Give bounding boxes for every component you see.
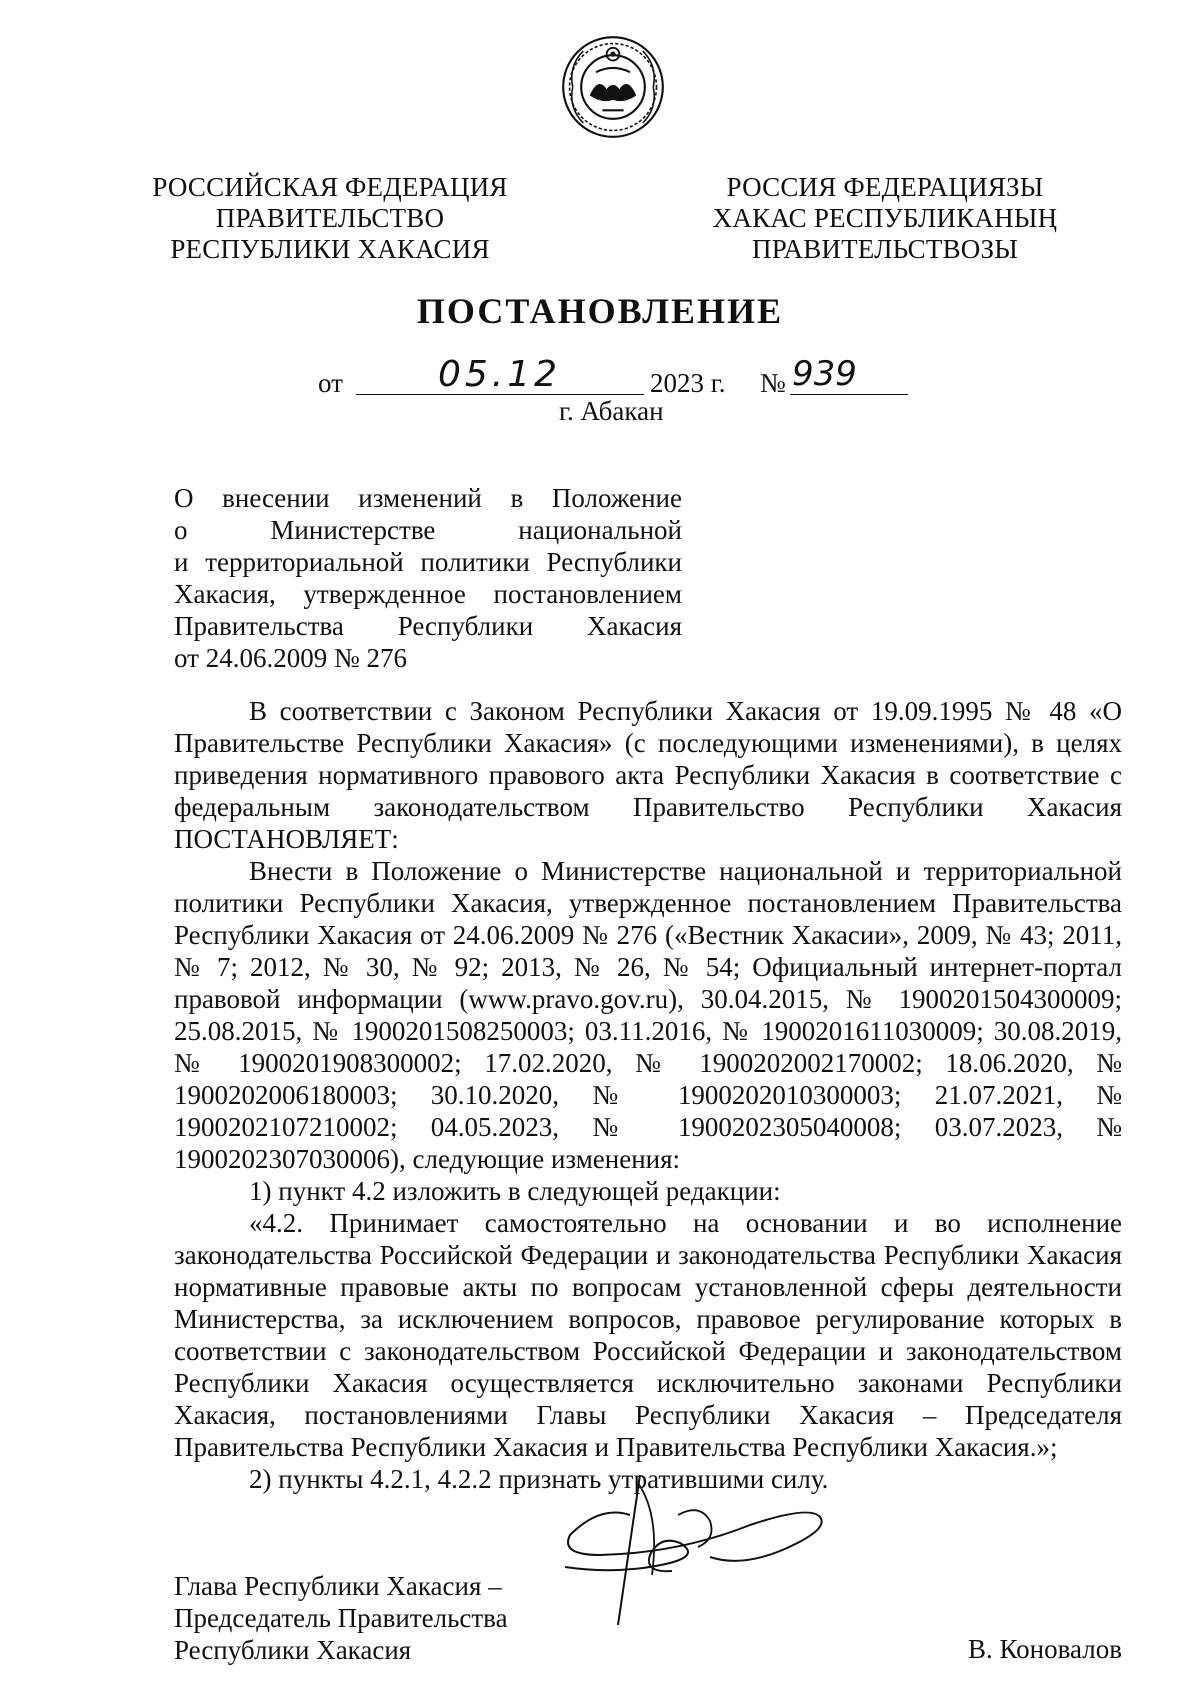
document-subject (174, 482, 682, 674)
item-2: 2) пункты 4.2.1, 4.2.2 признать утратившими силу. (249, 1464, 829, 1494)
item-1-text: «4.2. Принимает самостоятельно на основании и во исполнение законодательства Российской Федерации и законодательства Республики Хакасия нормативные правовые акты по вопросам установленной сферы деятельности Министерства, за исключением вопросов, правовое регулирование которых в соответствии с законодательством Российской Федерации и законодательством Республики Хакасия осуществляется исключительно законами Республики Хакасия, постановлениями Главы Республики Хакасия – Председателя Правительства Республики Хакасия и Правительства Республики Хакасия.»; (174, 1208, 1122, 1462)
number-underline (790, 394, 908, 395)
signatory-line: Глава Республики Хакасия – (174, 1571, 502, 1601)
header-left-line: РЕСПУБЛИКИ ХАКАСИЯ (170, 234, 490, 264)
date-number-line (0, 354, 1200, 400)
subject-line: Правительства Республики Хакасия (174, 611, 682, 641)
subject-line: и территориальной политики Республики (174, 547, 682, 577)
handwritten-date: 05.12 (438, 354, 562, 395)
preamble-paragraph: В соответствии с Законом Республики Хакасия от 19.09.1995 № 48 «О Правительстве Республики Хакасия» (с последующими изменениями), в целях приведения нормативного правового акта Республики Хакасия в соответствие с федеральным законодательством Правительство Республики Хакасия ПОСТАНОВЛЯЕТ: (174, 696, 1122, 854)
signatory-position (174, 1570, 508, 1666)
header-right-line: РОССИЯ ФЕДЕРАЦИЯЗЫ (726, 172, 1044, 202)
handwritten-number: 939 (792, 354, 857, 394)
signatory-line: Республики Хакасия (174, 1635, 412, 1665)
subject-line: Хакасия, утвержденное постановлением (174, 579, 682, 609)
subject-line: О внесении изменений в Положение (174, 483, 682, 513)
subject-line: о Министерстве национальной (174, 515, 682, 545)
date-prefix: от (318, 368, 343, 398)
document-title: ПОСТАНОВЛЕНИЕ (416, 291, 784, 331)
signatory-name: В. Коновалов (968, 1634, 1122, 1664)
coat-of-arms-emblem (560, 34, 666, 140)
city: г. Абакан (559, 396, 664, 426)
header-russian (150, 172, 510, 265)
signatory-line: Председатель Правительства (174, 1603, 508, 1633)
handwritten-signature (560, 1455, 880, 1625)
document-body (174, 695, 1122, 1495)
header-left-line: ПРАВИТЕЛЬСТВО (215, 203, 445, 233)
date-year: 2023 г. (650, 368, 726, 398)
subject-line: от 24.06.2009 № 276 (174, 643, 407, 673)
header-left-line: РОССИЙСКАЯ ФЕДЕРАЦИЯ (152, 172, 508, 202)
item-1: 1) пункт 4.2 изложить в следующей редакции: (249, 1176, 781, 1206)
header-right-line: ХАКАС РЕСПУБЛИКАНЫҢ (712, 203, 1058, 233)
main-paragraph: Внести в Положение о Министерстве национальной и территориальной политики Республики Хакасия, утвержденное постановлением Правительства Республики Хакасия от 24.06.2009 № 276 («Вестник Хакасии», 2009, № 43; 2011, № 7; 2012, № 30, № 92; 2013, № 26, № 54; Официальный интернет-портал правовой информации (www.pravo.gov.ru), 30.04.2015, № 1900201504300009; 25.08.2015, № 1900201508250003; 03.11.2016, № 1900201611030009; 30.08.2019, № 1900201908300002; 17.02.2020, № 1900202002170002; 18.06.2020, № 1900202006180003; 30.10.2020, № 1900202010300003; 21.07.2021, № 1900202107210002; 04.05.2023, № 1900202305040008; 03.07.2023, № 1900202307030006), следующие изменения: (174, 856, 1122, 1174)
header-right-line: ПРАВИТЕЛЬСТВОЗЫ (752, 234, 1018, 264)
number-sign: № (760, 368, 786, 398)
header-khakas (700, 172, 1070, 265)
